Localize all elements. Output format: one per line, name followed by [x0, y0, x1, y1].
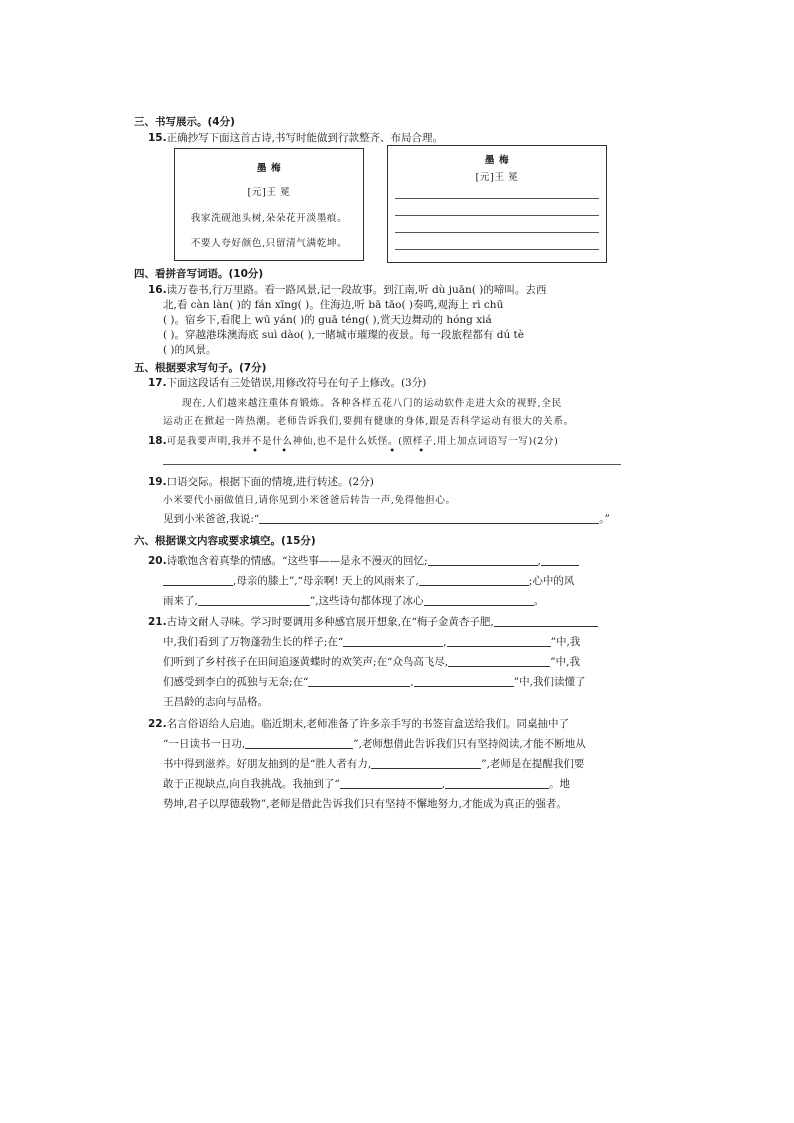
q21-line-3 — [163, 654, 580, 669]
q21-text-c: , — [443, 636, 447, 648]
q16-line-5: ( )的风景。 — [163, 344, 217, 356]
q16-line-1 — [148, 282, 546, 297]
q21-text-b: 中,我们看到了万物蓬勃生长的样子;在“ — [163, 636, 344, 648]
q21-line-5: 王昌龄的志向与品格。 — [163, 696, 268, 708]
q22-blank-4[interactable] — [445, 777, 549, 789]
q21-text-a: 古诗文耐人寻味。学习时要调用多种感官展开想象,在“梅子金黄杏子肥, — [166, 616, 494, 628]
q20-line-2 — [163, 573, 574, 588]
q22-blank-2[interactable] — [371, 757, 481, 769]
q22-line-2 — [163, 736, 586, 751]
q19-answer-prefix: 见到小米爸爸,我说:“ — [163, 513, 260, 525]
q19-answer — [163, 511, 610, 526]
q22-line-3 — [163, 756, 584, 771]
q20-blank-2[interactable] — [541, 554, 579, 566]
q18 — [148, 433, 558, 447]
q20-text-c: ,母亲的膝上”,“母亲啊! 天上的风雨来了, — [233, 575, 419, 587]
q15-number: 15. — [148, 132, 167, 144]
q21-text-i: ”中,我们读懂了 — [513, 676, 586, 688]
q20-text-f: ”,这些诗句都体现了冰心 — [309, 595, 424, 607]
q20-line-1 — [148, 553, 579, 568]
q20-blank-6[interactable] — [424, 594, 534, 606]
q17-number: 17. — [148, 377, 167, 389]
q17-paragraph-2: 运动正在掀起一阵热潮。老师告诉我们,要拥有健康的身体,跟是否科学运动有很大的关系。 — [163, 416, 575, 427]
q21-text-g: 们感受到李白的孤独与无奈;在“ — [163, 676, 309, 688]
q19-answer-suffix: 。” — [599, 513, 610, 525]
q18-answer-line[interactable] — [163, 464, 621, 465]
q22-text-h: 。地 — [549, 778, 571, 790]
q19-number: 19. — [148, 476, 167, 488]
q20-blank-4[interactable] — [419, 574, 529, 586]
q21-blank-5[interactable] — [308, 675, 410, 687]
q17-paragraph-1: 现在,人们越来越注重体育锻炼。各种各样五花八门的运动软件走进大众的视野,全民 — [182, 398, 562, 409]
copy-line-3[interactable] — [395, 232, 599, 233]
q22-line-1 — [148, 716, 569, 731]
q22-text-f: 敢于正视缺点,向自我挑战。我抽到了“ — [163, 778, 340, 790]
q17 — [148, 375, 426, 390]
section4-title: 四、看拼音写词语。(10分) — [134, 268, 264, 280]
q20-number: 20. — [148, 555, 167, 567]
q22-text-g: , — [441, 778, 446, 790]
poem-author: [元]王 冕 — [247, 187, 291, 198]
poem-title: 墨 梅 — [256, 163, 282, 174]
poem-line-1: 我家洗砚池头树,朵朵花开淡墨痕。 — [190, 213, 348, 224]
q20-blank-5[interactable] — [198, 594, 310, 606]
copy-box-author: [元]王 冕 — [475, 172, 519, 183]
q21-blank-1[interactable] — [494, 615, 598, 627]
section3-title: 三、书写展示。(4分) — [134, 116, 235, 128]
poem-box — [174, 148, 364, 261]
copy-line-1[interactable] — [395, 198, 599, 199]
q16-line-2: 北,看 càn làn( )的 fán xīng( )。住海边,听 bā tāo( )奏鸣,观海上 rì chū — [163, 299, 504, 311]
q21-text-d: ”中,我 — [550, 636, 581, 648]
q21-blank-2[interactable] — [343, 635, 443, 647]
q20-text-e: 雨来了, — [163, 595, 198, 607]
q21-number: 21. — [148, 616, 167, 628]
q22-text-e: ”,老师是在提醒我们要 — [481, 758, 585, 770]
q20-blank-3[interactable] — [163, 574, 233, 586]
copy-box — [387, 145, 607, 263]
section5-title: 五、根据要求写句子。(7分) — [134, 362, 267, 374]
q21-line-2 — [163, 634, 580, 649]
q21-blank-4[interactable] — [448, 655, 550, 667]
q19-scene: 小米要代小丽做值日,请你见到小米爸爸后转告一声,免得他担心。 — [163, 495, 456, 506]
q18-number: 18. — [148, 435, 167, 447]
q22-blank-1[interactable] — [245, 737, 353, 749]
q21-line-4 — [163, 674, 585, 689]
q22-number: 22. — [148, 718, 167, 730]
q21-text-h: , — [410, 676, 414, 688]
q18-text: 可是我要声明,我并不是什么神仙,也不是什么妖怪。(照样子,用上加点词语写一写)(2分) — [166, 436, 559, 447]
q20-text-b: , — [537, 555, 541, 567]
q15 — [148, 130, 443, 145]
q22-line-5: 势坤,君子以厚德载物”,老师是借此告诉我们只有坚持不懈地努力,才能成为真正的强者。 — [163, 798, 567, 810]
q22-text-d: 书中得到滋养。好朋友抽到的是“胜人者有力, — [163, 758, 372, 770]
q20-text-d: ;心中的风 — [528, 575, 575, 587]
section6-title: 六、根据课文内容或要求填空。(15分) — [134, 535, 316, 547]
q21-text-f: ”中,我 — [550, 656, 580, 668]
q22-text-a: 名言俗语给人启迪。临近期末,老师准备了许多亲手写的书签盲盒送给我们。同桌抽中了 — [166, 718, 569, 730]
q22-blank-3[interactable] — [340, 777, 442, 789]
q16-text-1: 读万卷书,行万里路。看一路风景,记一段故事。到江南,听 dù juān( )的啼叫。去西 — [166, 284, 547, 296]
copy-line-2[interactable] — [395, 215, 599, 216]
q16-line-3: ( )。宿乡下,看爬上 wū yán( )的 guā téng( ),赏天边舞动的 hóng xiá — [163, 314, 492, 326]
poem-line-2: 不要人夸好颜色,只留清气满乾坤。 — [190, 238, 348, 249]
q19 — [148, 474, 374, 489]
q22-line-4 — [163, 776, 570, 791]
q16-line-4: ( )。穿越港珠澳海底 suì dào( ),一睹城市璀璨的夜景。每一段旅程都有 dú tè — [163, 329, 524, 341]
q15-text: 正确抄写下面这首古诗,书写时能做到行款整齐、布局合理。 — [166, 132, 443, 144]
q22-text-b: “一日读书一日功, — [163, 738, 246, 750]
copy-box-title: 墨 梅 — [484, 155, 510, 166]
q20-line-3 — [163, 593, 544, 608]
q19-blank[interactable] — [259, 512, 599, 524]
q21-line-1 — [148, 614, 598, 629]
q16-number: 16. — [148, 284, 167, 296]
q20-text-g: 。 — [533, 595, 545, 607]
q17-text: 下面这段话有三处错误,用修改符号在句子上修改。(3分) — [166, 377, 427, 389]
copy-line-4[interactable] — [395, 249, 599, 250]
q21-blank-3[interactable] — [447, 635, 551, 647]
q20-blank-1[interactable] — [428, 554, 538, 566]
q22-text-c: ”,老师想借此告诉我们只有坚持阅读,才能不断地从 — [353, 738, 586, 750]
emphasis-dots: • • • • — [252, 446, 435, 457]
q19-text: 口语交际。根据下面的情境,进行转述。(2分) — [166, 476, 374, 488]
q20-text-a: 诗歌饱含着真挚的情感。“这些事——是永不漫灭的回忆; — [166, 555, 428, 567]
q21-text-e: 们听到了乡村孩子在田间追逐黄蝶时的欢笑声;在“众鸟高飞尽, — [163, 656, 449, 668]
q21-blank-6[interactable] — [414, 675, 514, 687]
